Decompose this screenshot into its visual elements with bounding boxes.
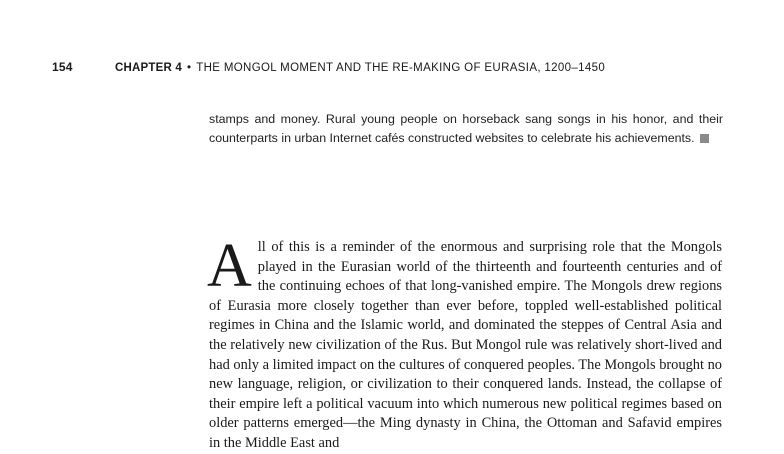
body-paragraph xyxy=(207,232,722,454)
page-number: 154 xyxy=(52,60,73,74)
chapter-label: CHAPTER 4 xyxy=(115,62,182,74)
drop-cap: A xyxy=(207,232,252,300)
intro-paragraph xyxy=(209,110,723,147)
body-paragraph-text: ll of this is a reminder of the enormous and surprising role that the Mongols played in the Eurasian world of the thirteenth and fourteenth centuries and of the continuing echoes of that long-vanished empire. The Mongols drew regions of Eurasia more closely together than ever before, toppled well-established political regimes in China and the Islamic world, and dominated the steppes of Central Asia and the relatively new civilization of the Rus. But Mongol rule was relatively short-lived and had only a limited impact on the cultures of conquered peoples. The Mongols brought no new language, religion, or civilization to their conquered lands. Instead, the collapse of their empire left a political vacuum into which numerous new political regimes based on older patterns emerged—the Ming dynasty in China, the Ottoman and Safavid empires in the Middle East and xyxy=(209,239,722,451)
chapter-title: THE MONGOL MOMENT AND THE RE-MAKING OF EURASIA, 1200–1450 xyxy=(196,62,606,74)
section-end-mark xyxy=(700,134,709,143)
running-head-separator: • xyxy=(186,62,192,74)
running-head xyxy=(52,60,605,74)
intro-paragraph-text: stamps and money. Rural young people on horseback sang songs in his honor, and their counterparts in urban Internet cafés constructed websites to celebrate his achievements. xyxy=(209,112,723,145)
